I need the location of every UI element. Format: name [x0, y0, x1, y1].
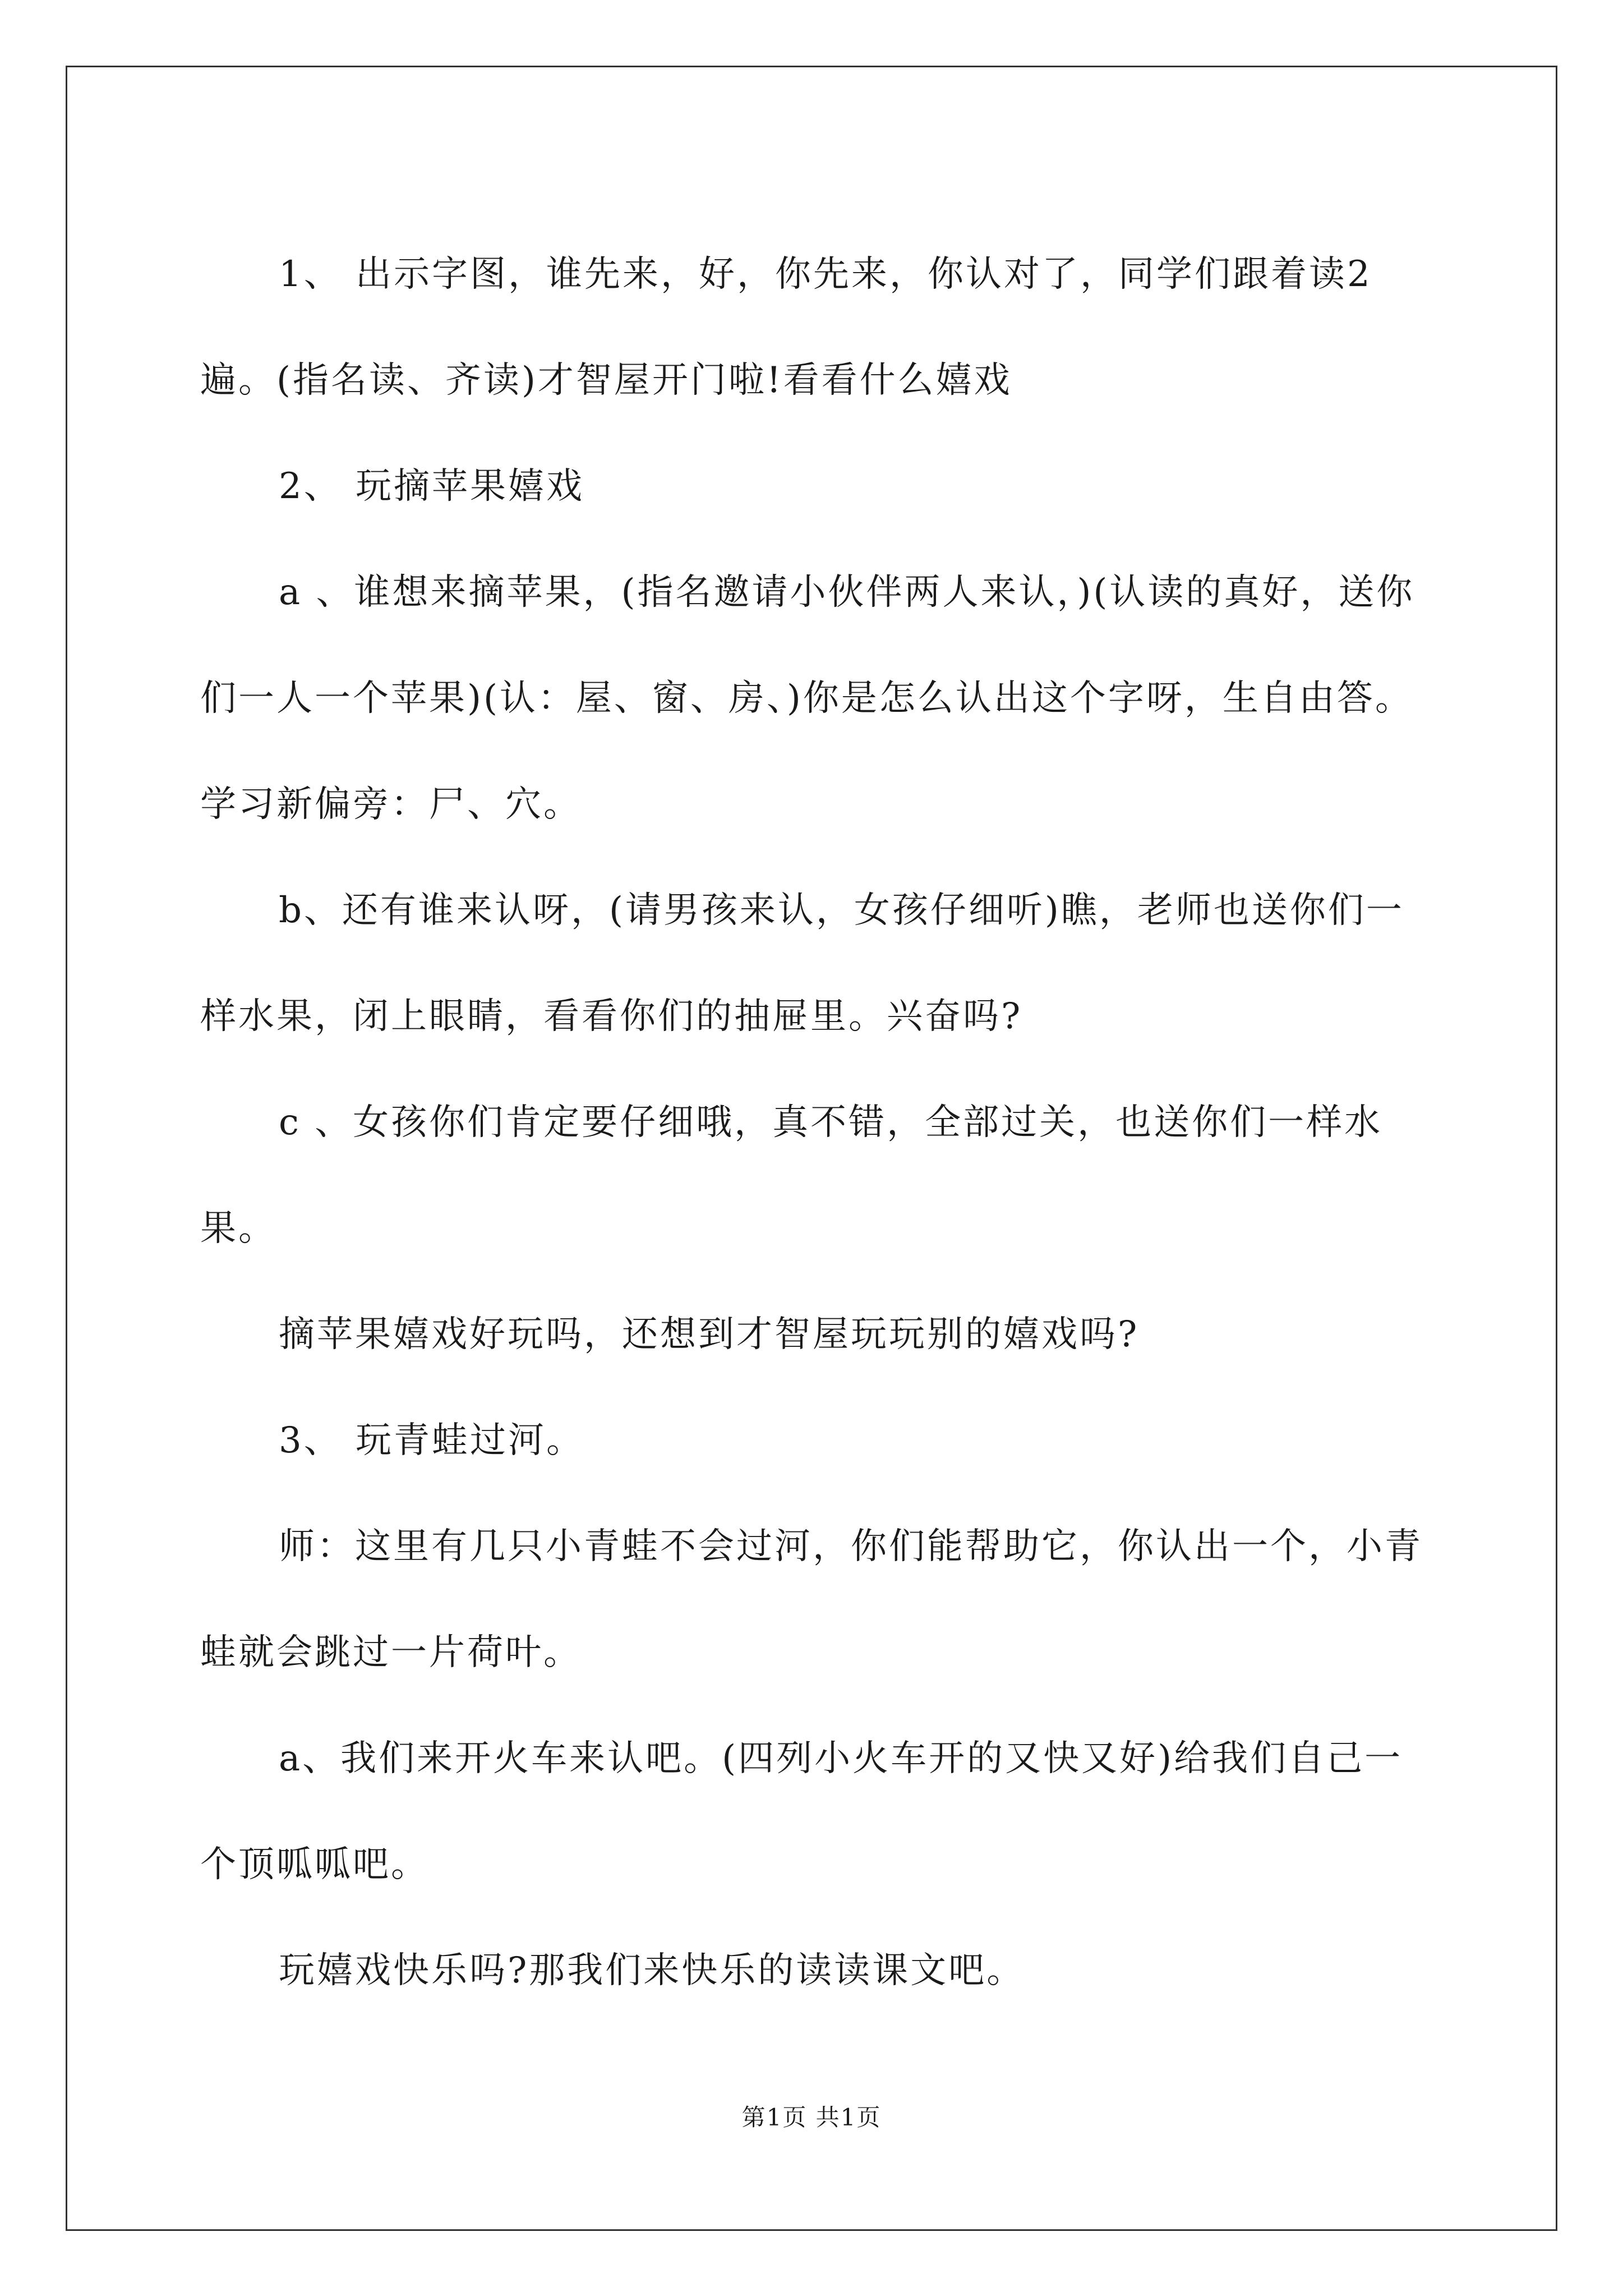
paragraph-2: 2、 玩摘苹果嬉戏: [279, 466, 585, 507]
paragraph-7: 3、 玩青蛙过河。: [279, 1420, 585, 1461]
page-number-footer: 第1页 共1页: [741, 2104, 882, 2131]
paragraph-9: a、我们来开火车来认吧。(四列小火车开的又快又好)给我们自己一个顶呱呱吧。: [200, 1738, 1403, 1885]
paragraph-3: a 、谁想来摘苹果，(指名邀请小伙伴两人来认，)(认读的真好，送你们一人一个苹果)(认：屋、窗、房、)你是怎么认出这个字呀，生自由答。学习新偏旁：尸、穴。: [200, 572, 1415, 825]
document-body: [200, 222, 1423, 2024]
paragraph-10: 玩嬉戏快乐吗?那我们来快乐的读读课文吧。: [279, 1950, 1025, 1991]
paragraph-6: 摘苹果嬉戏好玩吗，还想到才智屋玩玩别的嬉戏吗?: [279, 1314, 1140, 1355]
paragraph-8: 师：这里有几只小青蛙不会过河，你们能帮助它，你认出一个，小青蛙就会跳过一片荷叶。: [200, 1526, 1423, 1673]
paragraph-5: c 、女孩你们肯定要仔细哦，真不错，全部过关，也送你们一样水果。: [200, 1102, 1383, 1249]
paragraph-4: b、还有谁来认呀，(请男孩来认，女孩仔细听)瞧，老师也送你们一样水果，闭上眼睛，看看你们的抽屉里。兴奋吗?: [200, 890, 1404, 1037]
paragraph-1: 1、 出示字图，谁先来，好，你先来，你认对了，同学们跟着读2遍。(指名读、齐读)才智屋开门啦!看看什么嬉戏: [200, 254, 1372, 401]
